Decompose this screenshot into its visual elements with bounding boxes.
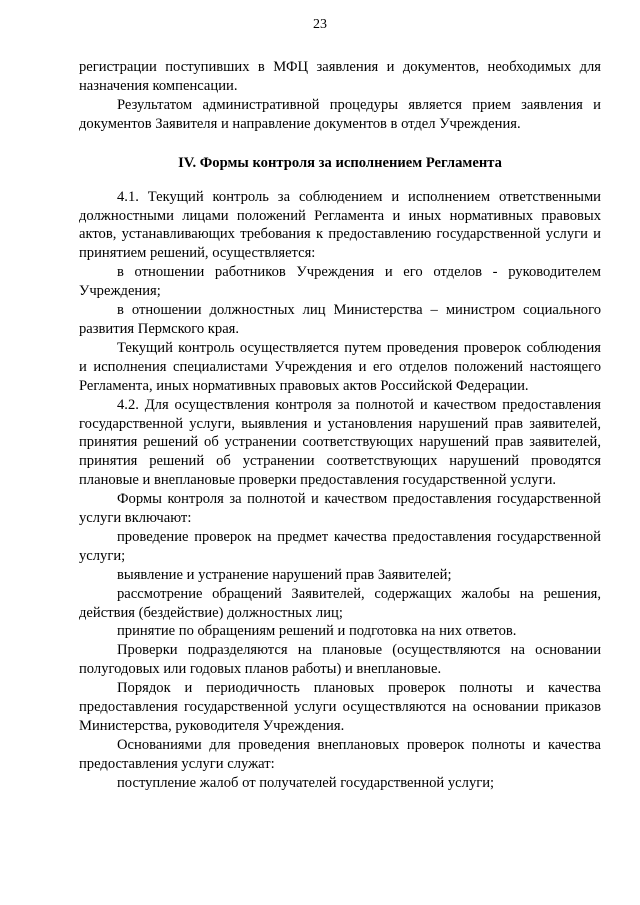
list-item-violations: выявление и устранение нарушений прав Заявителей; xyxy=(117,566,452,583)
paragraph-procedure-result: Результатом административной процедуры является прием заявления и документов Заявителя и направление документов в отдел Учреждения. xyxy=(79,96,601,132)
paragraph-unscheduled-grounds: Основаниями для проведения внеплановых проверок полноты и качества предоставления услуги служат: xyxy=(79,736,601,772)
paragraph-control-ministry: в отношении должностных лиц Министерства – министром социального развития Пермского края. xyxy=(79,302,601,337)
list-item-complaint-receipt: поступление жалоб от получателей государственной услуги; xyxy=(117,774,495,791)
paragraph-inspection-order: Порядок и периодичность плановых проверок полноты и качества предоставления государственной услуги осуществляются на основании приказов Министерства, руководителя Учреждения. xyxy=(79,680,601,734)
paragraph-inspection-types: Проверки подразделяются на плановые (осуществляются на основании полугодовых или годовых планов работы) и внеплановые. xyxy=(79,642,601,678)
paragraph-4-2: 4.2. Для осуществления контроля за полнотой и качеством предоставления государственной услуги, выявления и установления нарушений прав заявителей, принятия решений об устранении соответствующих нарушений прав заявителей, принятия решений об устранении соответствующих нарушений проводятся плановые и внеплановые проверки предоставления государственной услуги. xyxy=(79,396,601,489)
list-item-complaints: рассмотрение обращений Заявителей, содержащих жалобы на решения, действия (бездействие) должностных лиц; xyxy=(79,585,601,621)
page-number: 23 xyxy=(313,17,327,32)
paragraph-control-institution: в отношении работников Учреждения и его отделов - руководителем Учреждения; xyxy=(79,264,601,300)
paragraph-continuation: регистрации поступивших в МФЦ заявления и документов, необходимых для назначения компенсации. xyxy=(79,59,601,94)
paragraph-4-1: 4.1. Текущий контроль за соблюдением и исполнением ответственными должностными лицами положений Регламента и иных нормативных правовых актов, устанавливающих требования к предоставлению государственной услуги и принятием решений, осуществляется: xyxy=(79,188,601,262)
section-heading: IV. Формы контроля за исполнением Регламента xyxy=(178,154,502,171)
list-item-decisions: принятие по обращениям решений и подготовка на них ответов. xyxy=(117,623,517,640)
document-body xyxy=(79,58,601,793)
paragraph-control-forms: Формы контроля за полнотой и качеством предоставления государственной услуги включают: xyxy=(79,491,601,527)
list-item-inspections: проведение проверок на предмет качества предоставления государственной услуги; xyxy=(79,528,601,564)
paragraph-current-control: Текущий контроль осуществляется путем проведения проверок соблюдения и исполнения специалистами Учреждения и его отделов положений настоящего Регламента, иных нормативных правовых актов Российской Федерации. xyxy=(79,339,601,394)
